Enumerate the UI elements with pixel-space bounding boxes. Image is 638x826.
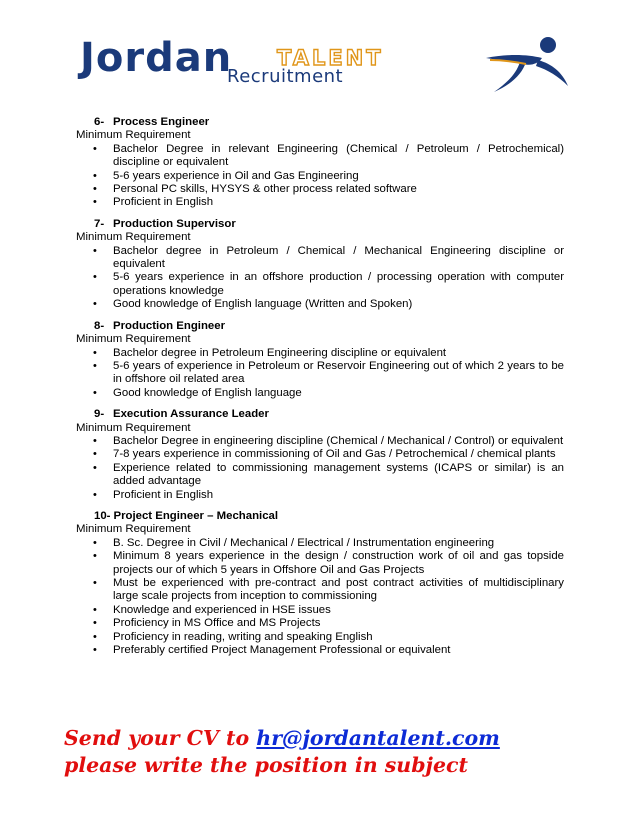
- requirement-item: [76, 196, 564, 209]
- job-section: [76, 116, 564, 210]
- minimum-requirement-heading: Minimum Requirement: [76, 421, 191, 434]
- requirement-item: [76, 537, 564, 550]
- bullet-icon: •: [93, 298, 97, 311]
- requirement-text: Minimum 8 years experience in the design / construction work of oil and gas topside projects our of which 5 years in Offshore Oil and Gas Projects: [113, 550, 564, 576]
- cta-prefix: Send your CV to: [64, 726, 257, 750]
- requirement-item: [76, 387, 564, 400]
- requirement-text: Preferably certified Project Management Professional or equivalent: [113, 644, 451, 657]
- bullet-icon: •: [93, 271, 97, 284]
- requirement-item: [76, 245, 564, 272]
- requirement-item: [76, 462, 564, 489]
- job-title: [76, 510, 564, 523]
- bullet-icon: •: [93, 488, 97, 501]
- call-to-action: [64, 725, 500, 779]
- requirement-item: [76, 617, 564, 630]
- bullet-icon: •: [93, 169, 97, 182]
- job-title: [76, 408, 564, 421]
- requirement-text: Must be experienced with pre-contract and post contract activities of multidisciplinary large scale projects from inception to commissioning: [113, 577, 564, 603]
- requirement-item: [76, 183, 564, 196]
- job-number: 9-: [94, 408, 105, 421]
- requirement-item: [76, 577, 564, 604]
- job-number: 10-: [94, 509, 111, 522]
- job-title: [76, 116, 564, 129]
- bullet-icon: •: [93, 644, 97, 657]
- requirement-text: B. Sc. Degree in Civil / Mechanical / Electrical / Instrumentation engineering: [113, 536, 495, 549]
- job-title: [76, 320, 564, 333]
- requirement-text: 5-6 years of experience in Petroleum or Reservoir Engineering out of which 2 years to be in offshore oil related area: [113, 359, 564, 386]
- job-section: [76, 408, 564, 502]
- bullet-icon: •: [93, 630, 97, 643]
- requirement-text: Bachelor degree in Petroleum Engineering discipline or equivalent: [113, 346, 447, 359]
- logo-word-recruitment: Recruitment: [227, 66, 344, 87]
- bullet-icon: •: [93, 550, 97, 563]
- job-section: [76, 320, 564, 400]
- requirement-list: [76, 347, 564, 401]
- requirement-list: [76, 143, 564, 210]
- job-number: 6-: [94, 116, 105, 128]
- job-title-text: Project Engineer – Mechanical: [113, 509, 279, 522]
- requirement-list: [76, 245, 564, 312]
- requirement-list: [76, 435, 564, 502]
- requirement-text: Bachelor Degree in engineering discipline (Chemical / Mechanical / Control) or equivalent: [113, 434, 564, 447]
- requirement-text: Good knowledge of English language (Written and Spoken): [113, 298, 413, 311]
- job-title-text: Production Supervisor: [113, 217, 236, 230]
- requirement-text: Good knowledge of English language: [113, 386, 302, 399]
- bullet-icon: •: [93, 346, 97, 359]
- bullet-icon: •: [93, 448, 97, 461]
- bullet-icon: •: [93, 461, 97, 474]
- requirement-item: [76, 448, 564, 461]
- job-number: 8-: [94, 319, 105, 332]
- requirement-text: Knowledge and experienced in HSE issues: [113, 603, 331, 616]
- requirement-text: 5-6 years experience in an offshore production / processing operation with computer operations knowledge: [113, 271, 564, 297]
- bullet-icon: •: [93, 183, 97, 196]
- requirement-text: Bachelor Degree in relevant Engineering (Chemical / Petroleum / Petrochemical) discipline or equivalent: [113, 142, 564, 169]
- cta-line-2: please write the position in subject: [64, 753, 468, 777]
- job-number: 7-: [94, 217, 105, 230]
- bullet-icon: •: [93, 617, 97, 630]
- requirement-text: Bachelor degree in Petroleum / Chemical / Mechanical Engineering discipline or equivalent: [113, 244, 564, 271]
- bullet-icon: •: [93, 536, 97, 549]
- requirement-text: Proficient in English: [113, 196, 214, 209]
- job-title-text: Execution Assurance Leader: [113, 408, 269, 421]
- requirement-item: [76, 644, 564, 657]
- requirement-text: Experience related to commissioning management systems (ICAPS or similar) is an added advantage: [113, 461, 564, 488]
- job-section: [76, 510, 564, 657]
- bullet-icon: •: [93, 603, 97, 616]
- requirement-text: 7-8 years experience in commissioning of Oil and Gas / Petrochemical / chemical plants: [113, 448, 556, 461]
- requirement-item: [76, 631, 564, 644]
- bullet-icon: •: [93, 142, 97, 155]
- requirement-item: [76, 435, 564, 448]
- cta-line-1: [64, 725, 500, 752]
- minimum-requirement-heading: Minimum Requirement: [76, 333, 191, 346]
- job-title-text: Process Engineer: [113, 116, 210, 128]
- job-title: [76, 218, 564, 231]
- requirement-item: [76, 170, 564, 183]
- requirement-item: [76, 143, 564, 170]
- requirement-item: [76, 489, 564, 502]
- requirement-text: Personal PC skills, HYSYS & other process related software: [113, 183, 417, 196]
- minimum-requirement-heading: Minimum Requirement: [76, 523, 191, 536]
- requirement-text: Proficiency in MS Office and MS Projects: [113, 617, 321, 630]
- bullet-icon: •: [93, 577, 97, 589]
- bullet-icon: •: [93, 434, 97, 447]
- logo-word-jordan: Jordan: [80, 35, 233, 81]
- requirement-text: Proficiency in reading, writing and speaking English: [113, 630, 373, 643]
- bullet-icon: •: [93, 359, 97, 372]
- job-section: [76, 218, 564, 312]
- logo-word-talent: TALENT: [277, 46, 384, 70]
- job-listings: [76, 116, 564, 665]
- bullet-icon: •: [93, 196, 97, 209]
- minimum-requirement-heading: Minimum Requirement: [76, 231, 191, 244]
- bullet-icon: •: [93, 244, 97, 257]
- requirement-item: [76, 298, 564, 311]
- requirement-item: [76, 347, 564, 360]
- minimum-requirement-heading: Minimum Requirement: [76, 129, 191, 142]
- requirement-text: Proficient in English: [113, 488, 214, 501]
- requirement-list: [76, 537, 564, 658]
- email-link[interactable]: hr@jordantalent.com: [256, 726, 500, 750]
- company-logo: [70, 34, 570, 96]
- job-title-text: Production Engineer: [113, 319, 226, 332]
- running-figure-icon: [482, 34, 570, 94]
- requirement-item: [76, 271, 564, 298]
- requirement-text: 5-6 years experience in Oil and Gas Engineering: [113, 169, 359, 182]
- requirement-item: [76, 550, 564, 577]
- bullet-icon: •: [93, 386, 97, 399]
- requirement-item: [76, 360, 564, 387]
- requirement-item: [76, 604, 564, 617]
